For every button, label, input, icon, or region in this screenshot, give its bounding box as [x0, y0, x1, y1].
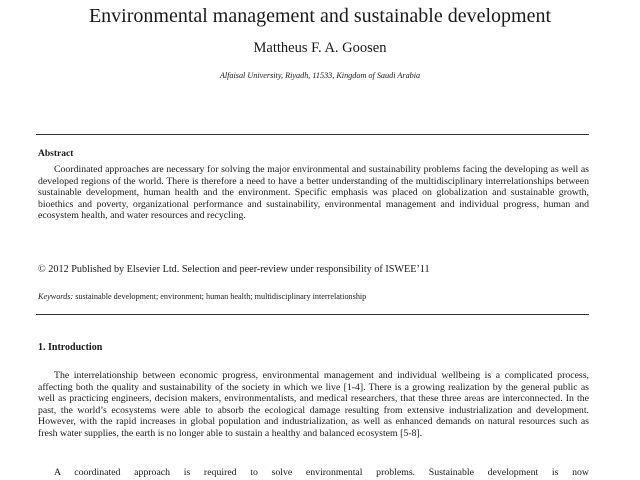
abstract-heading: Abstract — [38, 149, 74, 159]
abstract-top-rule — [36, 134, 589, 135]
author-affiliation: Alfaisal University, Riyadh, 11533, Kingdom of Saudi Arabia — [219, 71, 421, 80]
abstract-body: Coordinated approaches are necessary for solving the major environmental and sustainability problems facing the developing as well as developed regions of the world. There is therefore a need to have a better understanding of the multidisciplinary interrelationships between sustainable development, human health and the environment. Specific emphasis was placed on globalization and sustainable growth, bioethics and poverty, organizational performance and sustainability, environmental management and individual progress, human and ecosystem health, and water resources and recycling. — [38, 164, 589, 222]
author-name: Mattheus F. A. Goosen — [253, 40, 387, 56]
introduction-paragraph-1: The interrelationship between economic progress, environmental management and individual wellbeing is a complicated process, affecting both the quality and sustainability of the society in which we live [1-4]. There is a growing realization by the general public as well as practicing engineers, decision makers, environmentalists, and medical researchers, that these three areas are interconnected. In the past, the world’s ecosystems were able to absorb the ecological damage resulting from extensive industrialization and development. However, with the rapid increases in global population and industrialization, as well as enhanced demands on natural resources such as fresh water supplies, the earth is no longer able to sustain a healthy and balanced ecosystem [5-8]. — [38, 370, 589, 439]
introduction-paragraph-2: A coordinated approach is required to solve environmental problems. Sustainable development is now — [54, 467, 589, 478]
section-heading-introduction: 1. Introduction — [38, 342, 103, 353]
keywords-list: sustainable development; environment; human health; multidisciplinary interrelationship — [75, 292, 367, 301]
keywords-label: Keywords: — [38, 292, 74, 301]
abstract-bottom-rule — [36, 314, 589, 315]
keywords-line — [38, 291, 589, 302]
copyright-notice: © 2012 Published by Elsevier Ltd. Selection and peer-review under responsibility of ISWEE’11 — [38, 264, 430, 275]
paper-title: Environmental management and sustainable development — [88, 5, 552, 27]
